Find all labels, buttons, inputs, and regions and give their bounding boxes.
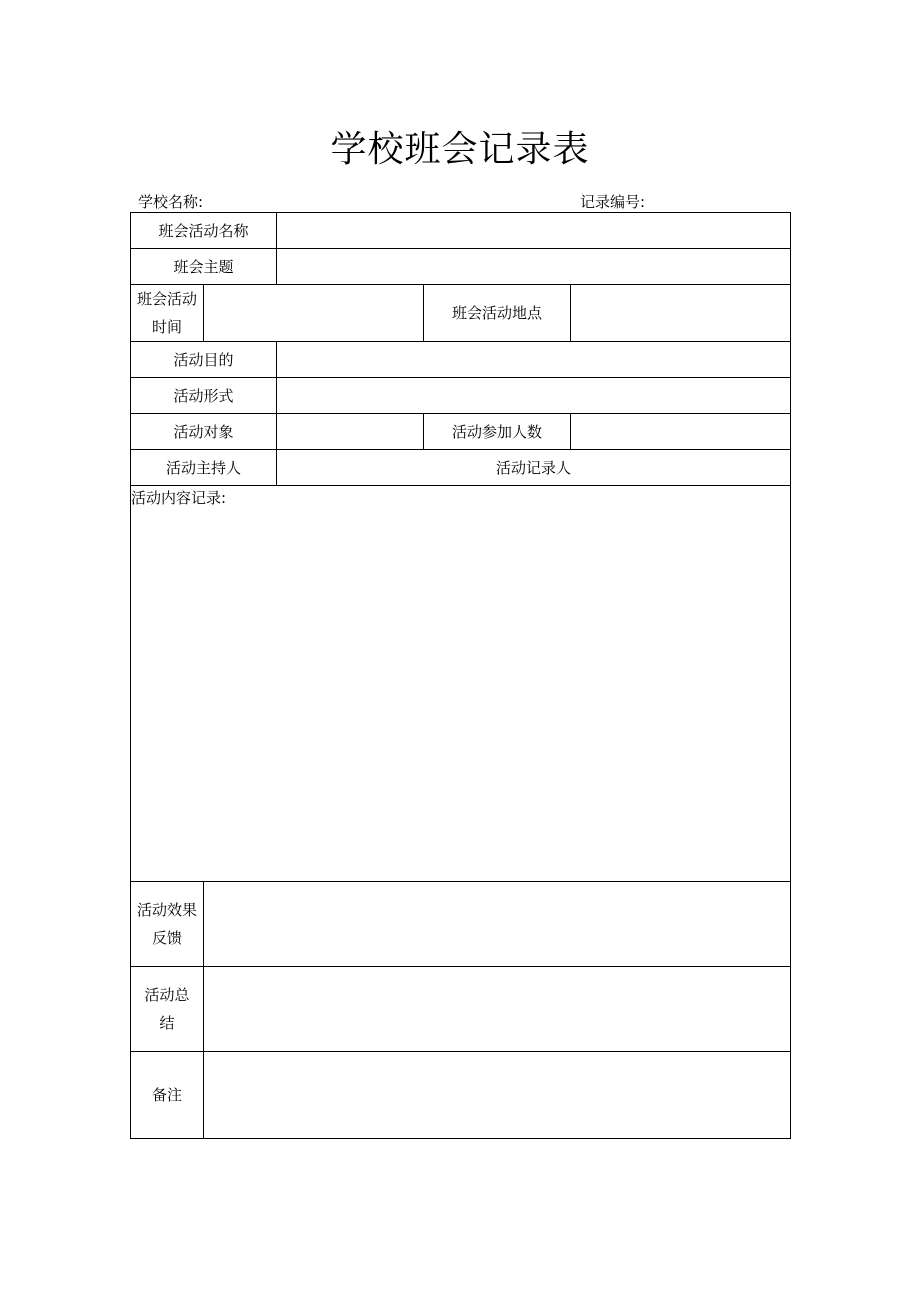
content-record-area[interactable] (131, 486, 791, 882)
row-audience-participants (131, 414, 791, 450)
time-field[interactable] (204, 285, 424, 342)
page-title: 学校班会记录表 (330, 129, 590, 170)
theme-label: 班会主题 (131, 249, 277, 285)
theme-field[interactable] (277, 249, 791, 285)
activity-name-label: 班会活动名称 (131, 213, 277, 249)
row-activity-name (131, 213, 791, 249)
summary-label (131, 967, 204, 1052)
audience-label: 活动对象 (131, 414, 277, 450)
purpose-field[interactable] (277, 342, 791, 378)
feedback-field[interactable] (204, 882, 791, 967)
time-label (131, 285, 204, 342)
school-name-label: 学校名称: (138, 193, 204, 211)
row-time-location (131, 285, 791, 342)
feedback-label-line1: 活动效果 (136, 901, 197, 919)
row-notes (131, 1052, 791, 1139)
row-theme (131, 249, 791, 285)
summary-label-line1: 活动总 (144, 986, 190, 1004)
row-content (131, 486, 791, 882)
format-field[interactable] (277, 378, 791, 414)
feedback-label (131, 882, 204, 967)
feedback-label-line2: 反馈 (151, 929, 182, 947)
location-field[interactable] (571, 285, 791, 342)
row-feedback (131, 882, 791, 967)
class-meeting-record-table (130, 212, 791, 1139)
purpose-label: 活动目的 (131, 342, 277, 378)
record-number-label: 记录编号: (580, 193, 646, 211)
content-label: 活动内容记录: (131, 489, 227, 507)
time-label-line2: 时间 (151, 318, 182, 336)
row-summary (131, 967, 791, 1052)
participants-label: 活动参加人数 (424, 414, 571, 450)
row-host-recorder (131, 450, 791, 486)
notes-label: 备注 (131, 1052, 204, 1139)
format-label: 活动形式 (131, 378, 277, 414)
time-label-line1: 班会活动 (136, 290, 197, 308)
participants-field[interactable] (571, 414, 791, 450)
activity-name-field[interactable] (277, 213, 791, 249)
notes-field[interactable] (204, 1052, 791, 1139)
row-format (131, 378, 791, 414)
audience-field[interactable] (277, 414, 424, 450)
summary-label-line2: 结 (159, 1014, 175, 1032)
summary-field[interactable] (204, 967, 791, 1052)
host-label: 活动主持人 (131, 450, 277, 486)
recorder-label: 活动记录人 (277, 450, 791, 486)
row-purpose (131, 342, 791, 378)
location-label: 班会活动地点 (424, 285, 571, 342)
